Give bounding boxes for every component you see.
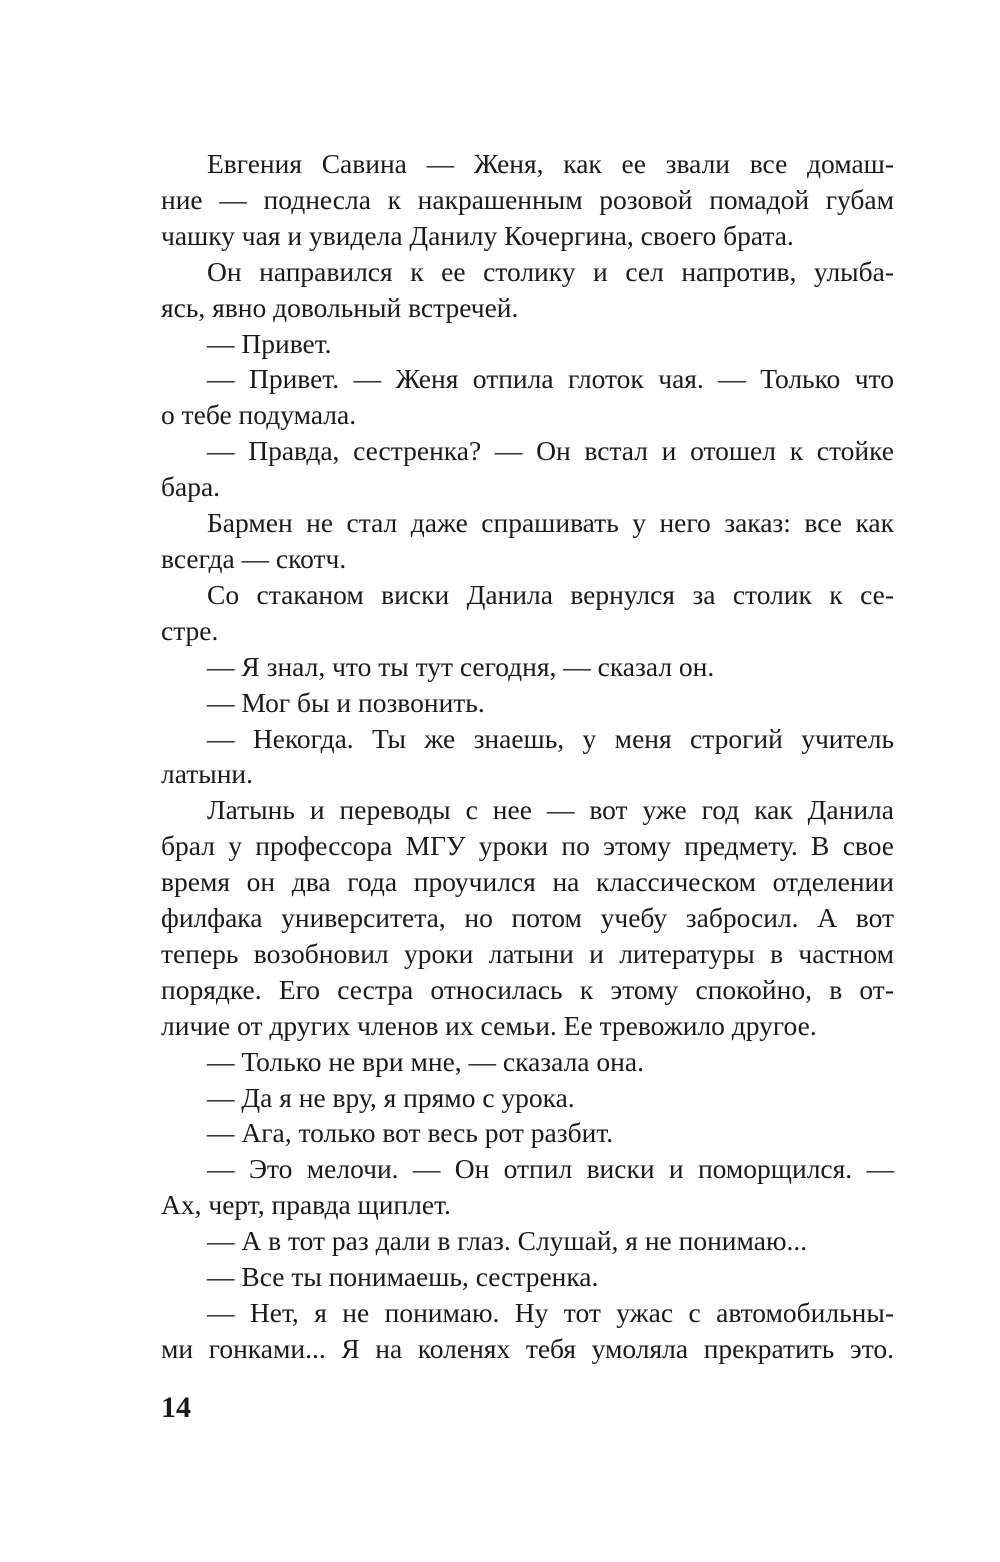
paragraph (161, 505, 894, 577)
text-line: время он два года проучился на классическом отделении (161, 866, 894, 898)
text-line: филфака университета, но потом учебу забросил. А вот (161, 902, 894, 934)
text-line: — Привет. — Женя отпила глоток чая. — Только что (207, 363, 894, 395)
paragraph (161, 1259, 894, 1295)
text-line: — А в тот раз дали в глаз. Слушай, я не понимаю... (207, 1225, 808, 1257)
text-line: Ах, черт, правда щиплет. (161, 1189, 451, 1221)
text-line: бара. (161, 471, 221, 503)
text-line: Он направился к ее столику и сел напротив, улыба- (207, 255, 894, 287)
text-line: — Некогда. Ты же знаешь, у меня строгий учитель (207, 722, 894, 754)
paragraph (161, 1223, 894, 1259)
text-line: — Правда, сестренка? — Он встал и отошел к стойке (207, 435, 894, 467)
text-line: — Это мелочи. — Он отпил виски и поморщился. — (207, 1153, 894, 1185)
page-number: 14 (161, 1391, 191, 1424)
text-line: стре. (161, 614, 219, 646)
text-line: латыни. (161, 758, 254, 790)
paragraph (161, 1295, 894, 1367)
text-line: Евгения Савина — Женя, как ее звали все домаш- (207, 148, 894, 179)
text-line: чашку чая и увидела Данилу Кочергина, своего брата. (161, 219, 794, 251)
text-line: ясь, явно довольный встречей. (161, 291, 519, 323)
text-line: брал у профессора МГУ уроки по этому предмету. В свое (161, 830, 894, 862)
text-line: — Мог бы и позвонить. (207, 686, 485, 718)
text-line: — Да я не вру, я прямо с урока. (207, 1081, 575, 1113)
text-line: ми гонками... Я на коленях тебя умоляла прекратить это. (161, 1332, 894, 1364)
text-line: — Я знал, что ты тут сегодня, — сказал он. (207, 650, 715, 682)
text-line: теперь возобновил уроки латыни и литературы в частном (161, 937, 894, 969)
paragraph (161, 1151, 894, 1223)
text-line: Латынь и переводы с нее — вот уже год как Данила (207, 794, 894, 826)
text-line: личие от других членов их семьи. Ее тревожило другое. (161, 1009, 817, 1041)
paragraph (161, 1044, 894, 1080)
paragraph (161, 721, 894, 793)
text-line: — Ага, только вот весь рот разбит. (207, 1117, 614, 1149)
text-line: о тебе подумала. (161, 399, 357, 431)
text-line: — Привет. (207, 327, 332, 359)
paragraph (161, 649, 894, 685)
text-line: Со стаканом виски Данила вернулся за столик к се- (207, 578, 894, 610)
paragraph (161, 254, 894, 326)
paragraph (161, 1115, 894, 1151)
text-line: порядке. Его сестра относилась к этому спокойно, в от- (161, 973, 894, 1005)
text-line: Бармен не стал даже спрашивать у него заказ: все как (207, 507, 894, 539)
text-line: ние — поднесла к накрашенным розовой помадой губам (161, 183, 894, 215)
paragraph (161, 433, 894, 505)
body-text (161, 146, 894, 1367)
paragraph (161, 792, 894, 1043)
text-line: — Все ты понимаешь, сестренка. (207, 1261, 599, 1293)
paragraph (161, 1080, 894, 1116)
text-line: всегда — скотч. (161, 542, 347, 574)
text-line: — Только не ври мне, — сказала она. (207, 1045, 644, 1077)
paragraph (161, 146, 894, 254)
text-line: — Нет, я не понимаю. Ну тот ужас с автомобильны- (207, 1297, 894, 1328)
paragraph (161, 577, 894, 649)
paragraph (161, 326, 894, 362)
paragraph (161, 361, 894, 433)
paragraph (161, 685, 894, 721)
